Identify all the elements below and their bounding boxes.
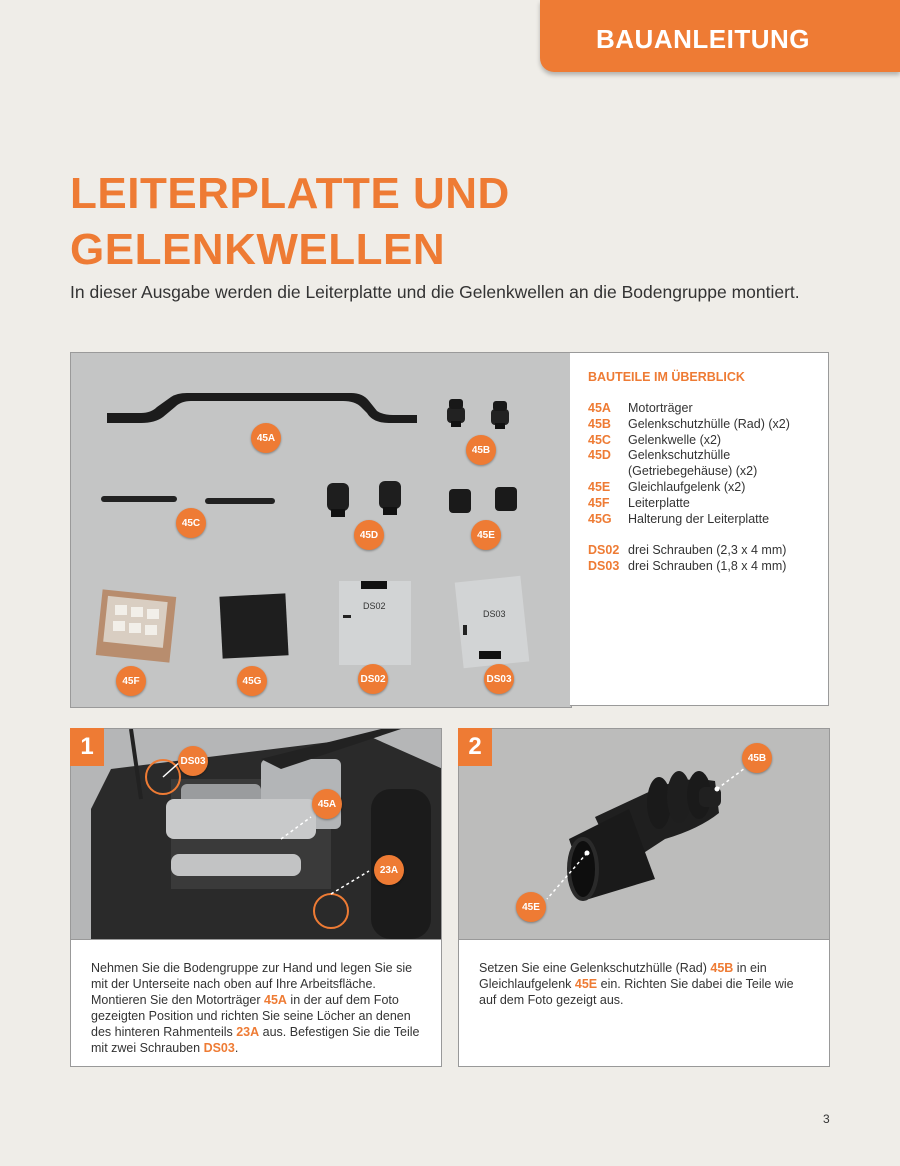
label-ds03: DS03 bbox=[484, 664, 514, 694]
boot-45b-2 bbox=[491, 401, 509, 429]
label-45a: 45A bbox=[251, 423, 281, 453]
step-2-illustration bbox=[459, 729, 830, 940]
motor-carrier-45a bbox=[107, 393, 417, 423]
part-reference: DS03 bbox=[203, 1041, 235, 1055]
part-desc: Halterung der Leiterplatte bbox=[628, 511, 770, 526]
label-45d: 45D bbox=[354, 520, 384, 550]
shaft-45c-2 bbox=[205, 498, 275, 504]
part-code: 45F bbox=[588, 495, 610, 510]
shaft-45c-1 bbox=[101, 496, 177, 502]
joint-45e-2 bbox=[495, 487, 517, 511]
instruction-text: in der auf dem Foto gezeigten Position und richten Sie seine Löcher an denen des hinteren Rahmenteils bbox=[91, 993, 411, 1039]
part-code: 45B bbox=[588, 416, 611, 431]
part-desc: Gelenkschutzhülle (Rad) (x2) bbox=[628, 416, 790, 431]
screw-code: DS03 bbox=[588, 559, 620, 574]
section-tab bbox=[540, 0, 900, 72]
list-item bbox=[588, 496, 818, 512]
section-tab-label: BAUANLEITUNG bbox=[596, 24, 810, 54]
title-line-1: LEITERPLATTE UND bbox=[70, 169, 510, 218]
step-2-number: 2 bbox=[458, 728, 492, 766]
instruction-text: in ein Gleichlaufgelenk bbox=[479, 961, 767, 991]
boot-45d-2 bbox=[379, 481, 401, 515]
title-line-2: GELENKWELLEN bbox=[70, 225, 446, 274]
step-2-label-45b: 45B bbox=[742, 743, 772, 773]
joint-45e-1 bbox=[449, 489, 471, 513]
part-reference: 45B bbox=[710, 961, 734, 975]
label-45e: 45E bbox=[471, 520, 501, 550]
part-reference: 23A bbox=[236, 1025, 260, 1039]
part-desc: Gleichlaufgelenk (x2) bbox=[628, 479, 746, 494]
holder-45g bbox=[219, 593, 288, 658]
part-code: 45E bbox=[588, 479, 611, 494]
bag-ds03-text: DS03 bbox=[483, 609, 506, 619]
list-item bbox=[588, 433, 818, 449]
part-code: 45D bbox=[588, 448, 611, 463]
part-desc: Motorträger bbox=[628, 401, 693, 415]
instruction-text: Nehmen Sie die Bodengruppe zur Hand und legen Sie sie mit der Unterseite nach oben auf Ihre Arbeitsfläche. Montieren Sie den Motorträger bbox=[91, 961, 413, 1007]
part-desc: Leiterplatte bbox=[628, 495, 690, 510]
list-item bbox=[588, 448, 818, 480]
parts-photo bbox=[70, 352, 572, 708]
bag-ds02-text: DS02 bbox=[363, 601, 386, 611]
parts-list-heading: BAUTEILE IM ÜBERBLICK bbox=[588, 370, 745, 384]
circuit-board-45f bbox=[96, 589, 176, 662]
part-desc: Gelenkschutzhülle (Getriebegehäuse) (x2) bbox=[628, 448, 758, 479]
boot-45d-1 bbox=[327, 483, 349, 517]
page-number: 3 bbox=[823, 1112, 830, 1126]
step-1-text bbox=[70, 940, 442, 1067]
label-45g: 45G bbox=[237, 666, 267, 696]
step-1 bbox=[70, 728, 442, 1068]
step-2 bbox=[458, 728, 830, 1068]
part-code: 45A bbox=[588, 401, 611, 415]
step-1-number: 1 bbox=[70, 728, 104, 766]
step-1-photo bbox=[70, 728, 442, 940]
label-45f: 45F bbox=[116, 666, 146, 696]
step-1-label-23a: 23A bbox=[374, 855, 404, 885]
step-1-illustration bbox=[71, 729, 442, 940]
parts-list bbox=[588, 401, 818, 575]
screw-desc: drei Schrauben (1,8 x 4 mm) bbox=[628, 559, 787, 574]
step-2-photo bbox=[458, 728, 830, 940]
label-ds02: DS02 bbox=[358, 664, 388, 694]
part-desc: Gelenkwelle (x2) bbox=[628, 432, 722, 447]
label-45b: 45B bbox=[466, 435, 496, 465]
part-code: 45C bbox=[588, 432, 611, 447]
screw-code: DS02 bbox=[588, 543, 620, 558]
instruction-text: . bbox=[234, 1041, 239, 1055]
screw-desc: drei Schrauben (2,3 x 4 mm) bbox=[628, 543, 787, 558]
list-item bbox=[588, 401, 818, 417]
step-2-label-45e: 45E bbox=[516, 892, 546, 922]
list-item bbox=[588, 512, 818, 528]
part-code: 45G bbox=[588, 511, 612, 526]
instruction-text: Setzen Sie eine Gelenkschutzhülle (Rad) bbox=[479, 961, 711, 975]
step-2-text bbox=[458, 940, 830, 1067]
step-1-label-45a: 45A bbox=[312, 789, 342, 819]
part-reference: 45A bbox=[264, 993, 287, 1007]
instruction-text: ein. Richten Sie dabei die Teile wie auf dem Foto gezeigt aus. bbox=[479, 977, 794, 1007]
list-item bbox=[588, 417, 818, 433]
intro-text: In dieser Ausgabe werden die Leiterplatte und die Gelenkwellen an die Bodengruppe montiert. bbox=[70, 282, 800, 302]
page-title bbox=[70, 166, 790, 278]
step-1-label-ds03: DS03 bbox=[178, 746, 208, 776]
list-item bbox=[588, 480, 818, 496]
list-item bbox=[588, 543, 818, 559]
list-item bbox=[588, 559, 818, 575]
bag-ds02 bbox=[339, 581, 411, 665]
part-reference: 45E bbox=[574, 977, 598, 991]
boot-45b-1 bbox=[447, 399, 465, 427]
label-45c: 45C bbox=[176, 508, 206, 538]
parts-list-panel bbox=[570, 352, 829, 706]
instruction-text: aus. Befestigen Sie die Teile mit zwei Schrauben bbox=[91, 1025, 420, 1055]
